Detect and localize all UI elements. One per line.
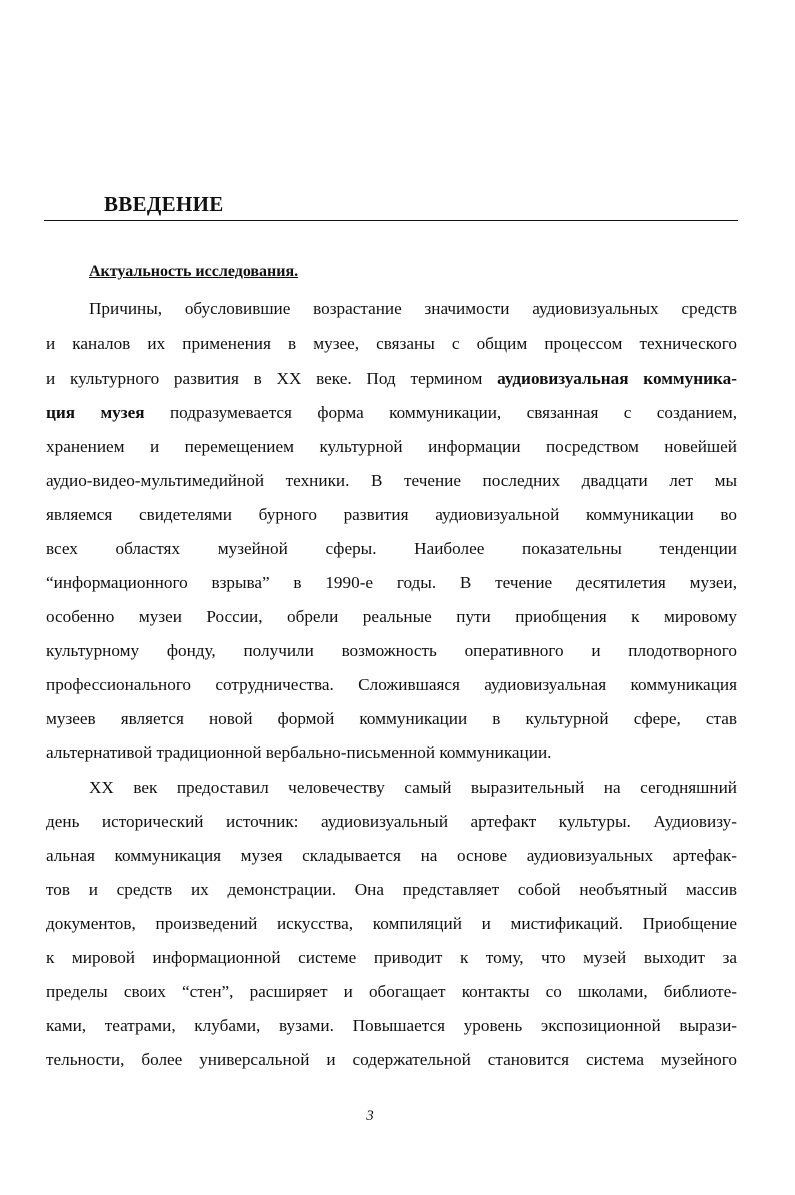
title-divider xyxy=(44,220,738,221)
text-line: пределы своих “стен”, расширяет и обогащает контакты со школами, библиоте- xyxy=(46,982,737,1001)
text-fragment: подразумевается форма коммуникации, связанная с созданием, xyxy=(169,403,737,422)
text-line: музеев является новой формой коммуникации в культурной сфере, став xyxy=(46,709,737,728)
bold-term: аудиовизуальная коммуника- xyxy=(497,369,737,388)
text-fragment: и культурного развития в XX веке. Под термином xyxy=(46,369,483,388)
text-line-with-term xyxy=(46,402,737,424)
text-line: тов и средств их демонстрации. Она представляет собой необъятный массив xyxy=(46,880,737,899)
text-line-with-term xyxy=(46,368,737,390)
section-heading: Актуальность исследования. xyxy=(89,263,299,280)
text-line: хранением и перемещением культурной информации посредством новейшей xyxy=(46,437,737,456)
text-line: альтернативой традиционной вербально-письменной коммуникации. xyxy=(46,743,552,762)
text-line: являемся свидетелями бурного развития аудиовизуальной коммуникации во xyxy=(46,505,737,524)
text-line: XX век предоставил человечеству самый выразительный на сегодняшний xyxy=(89,778,737,797)
page-number: 3 xyxy=(366,1108,374,1124)
text-line: день исторический источник: аудиовизуальный артефакт культуры. Аудиовизу- xyxy=(46,812,737,831)
text-line: культурному фонду, получили возможность оперативного и плодотворного xyxy=(46,641,737,660)
text-line: к мировой информационной системе приводит к тому, что музей выходит за xyxy=(46,948,737,967)
text-line: документов, произведений искусства, компиляций и мистификаций. Приобщение xyxy=(46,914,737,933)
text-line: и каналов их применения в музее, связаны с общим процессом технического xyxy=(46,334,737,353)
text-line: тельности, более универсальной и содержательной становится система музейного xyxy=(46,1050,737,1069)
bold-term: ция музея xyxy=(46,403,145,422)
text-line: всех областях музейной сферы. Наиболее показательны тенденции xyxy=(46,539,737,558)
text-line: “информационного взрыва” в 1990-е годы. В течение десятилетия музеи, xyxy=(46,573,737,592)
text-line: ками, театрами, клубами, вузами. Повышается уровень экспозиционной вырази- xyxy=(46,1016,737,1035)
text-line: альная коммуникация музея складывается на основе аудиовизуальных артефак- xyxy=(46,846,737,865)
text-line: аудио-видео-мультимедийной техники. В течение последних двадцати лет мы xyxy=(46,471,737,490)
text-line: профессионального сотрудничества. Сложившаяся аудиовизуальная коммуникация xyxy=(46,675,737,694)
text-line: Причины, обусловившие возрастание значимости аудиовизуальных средств xyxy=(89,299,737,318)
chapter-title: ВВЕДЕНИЕ xyxy=(104,192,224,216)
text-line: особенно музеи России, обрели реальные пути приобщения к мировому xyxy=(46,607,737,626)
